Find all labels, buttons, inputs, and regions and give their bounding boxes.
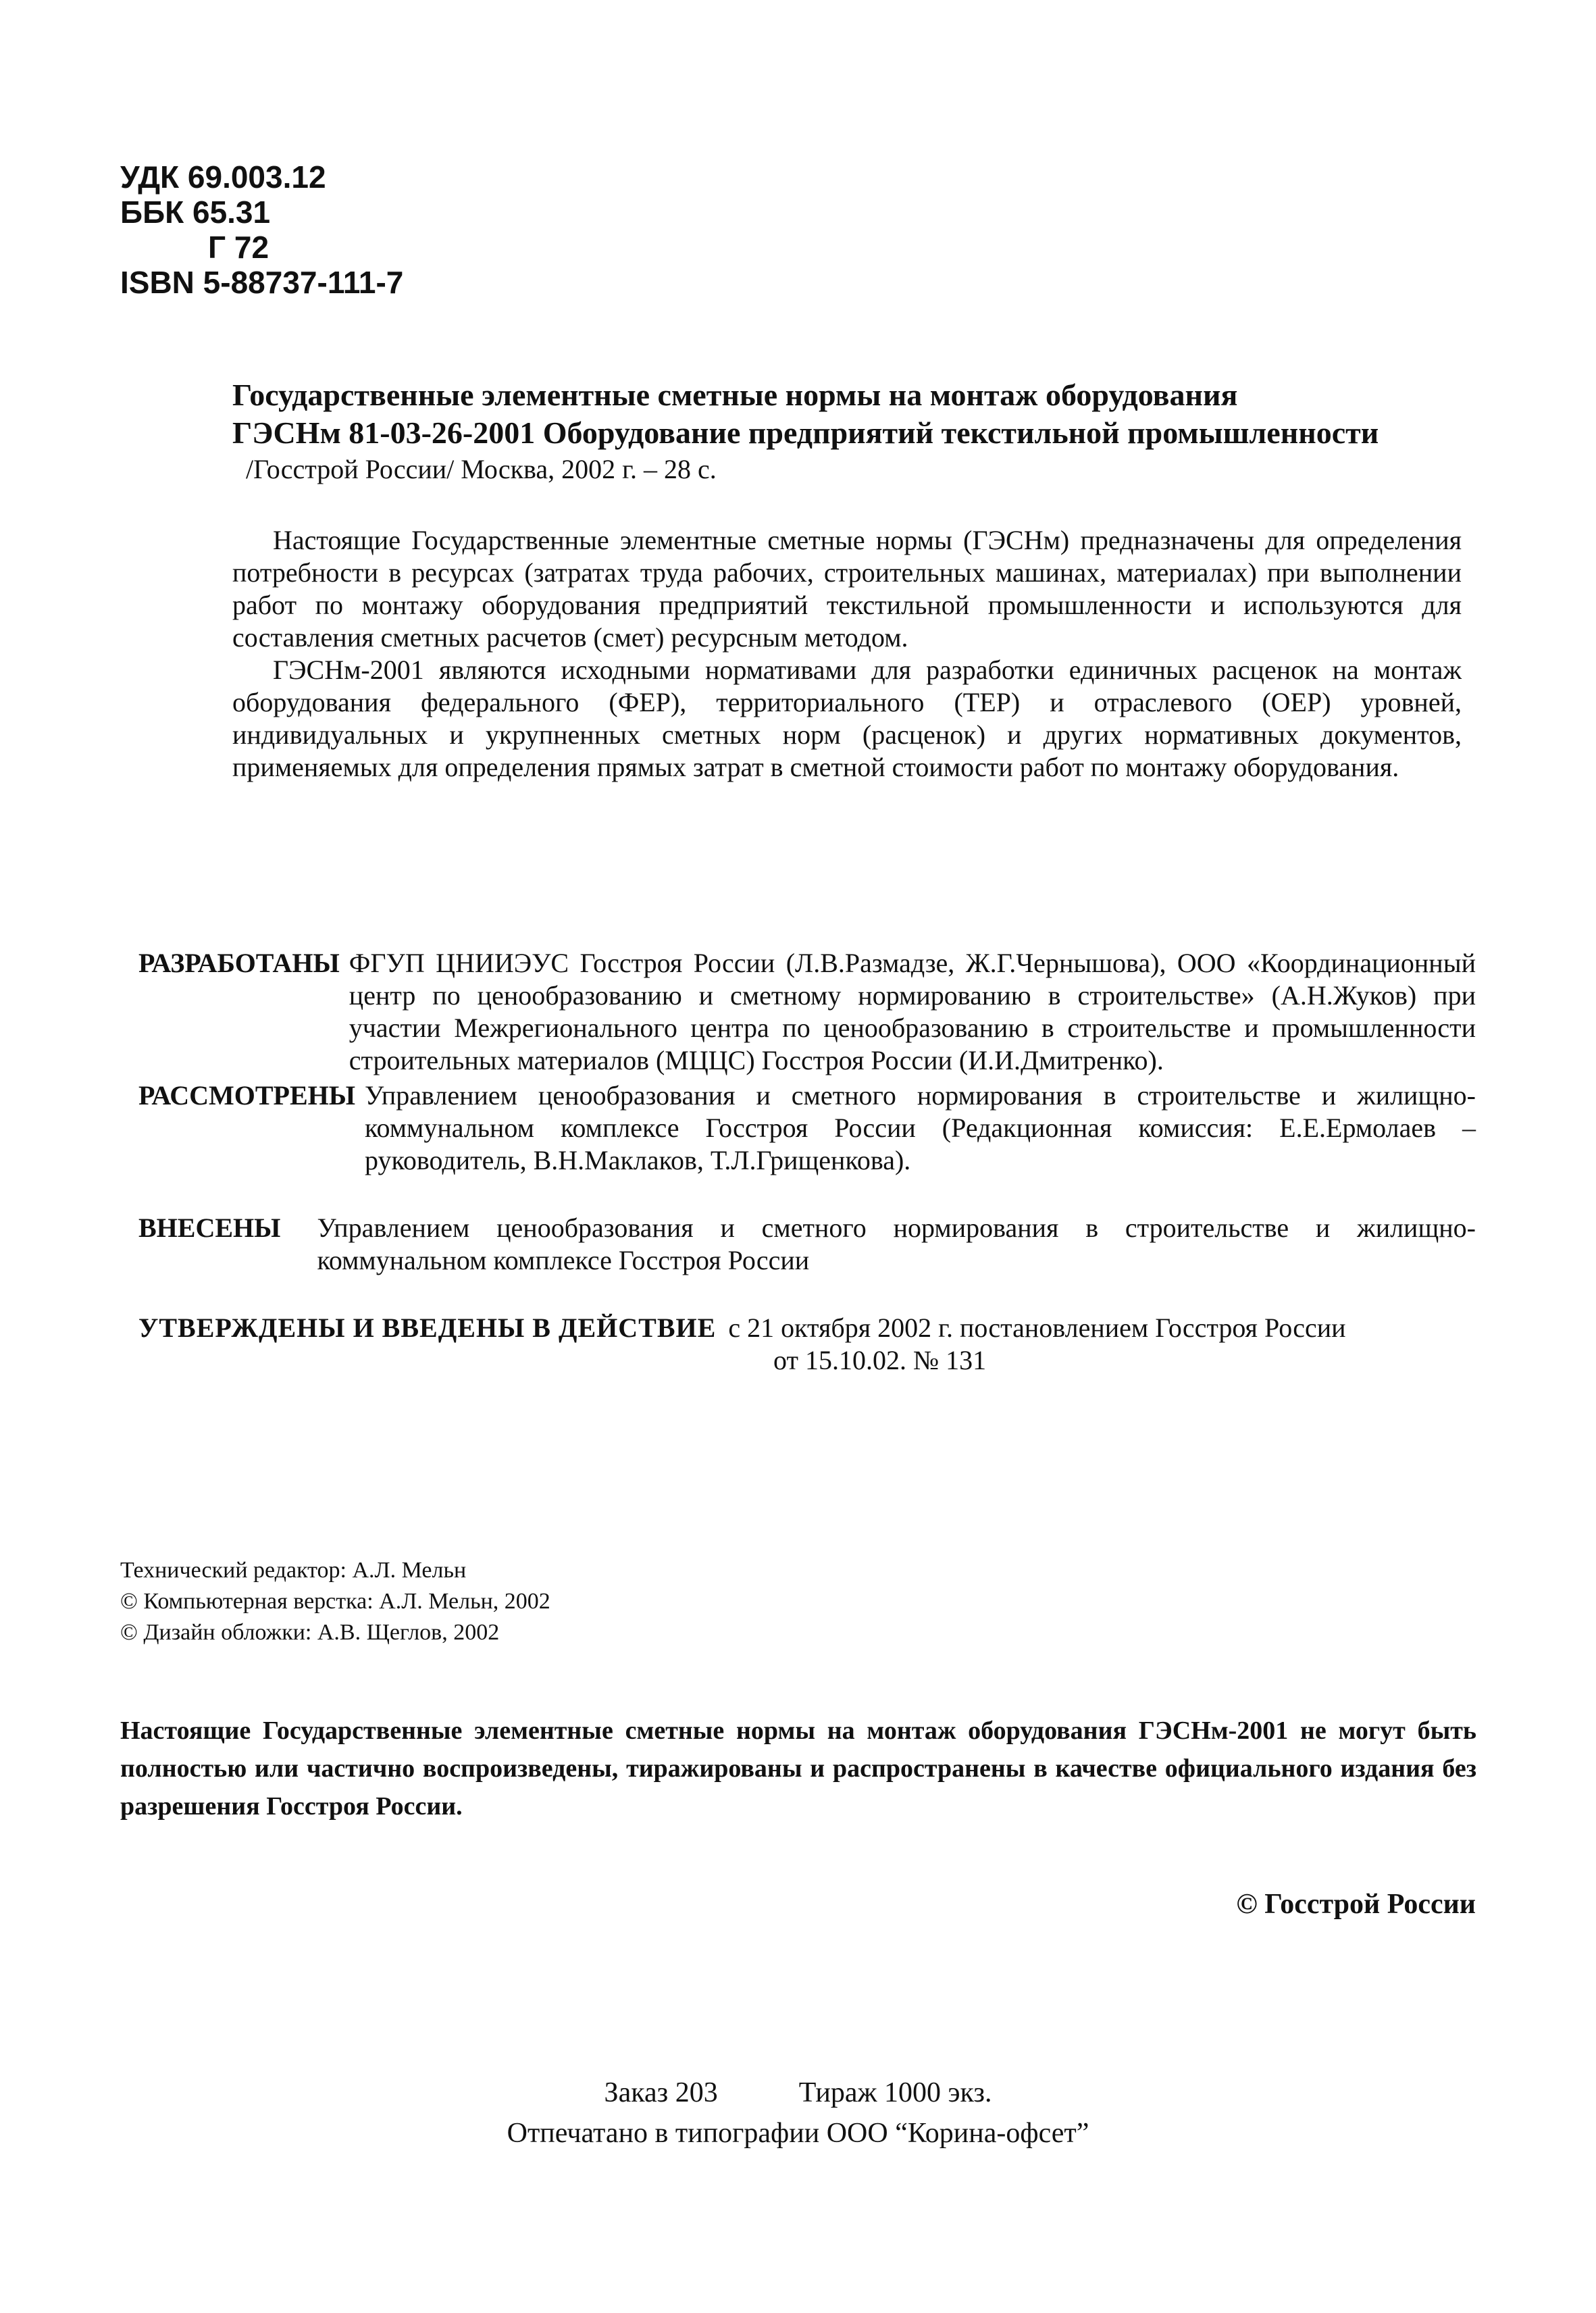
bbk-code: ББК 65.31 xyxy=(120,195,271,230)
layout-credit: © Компьютерная верстка: А.Л. Мельн, 2002 xyxy=(120,1589,550,1614)
cover-credit: © Дизайн обложки: А.В. Щеглов, 2002 xyxy=(120,1620,500,1645)
credit-text: от 15.10.02. № 131 xyxy=(773,1345,987,1375)
credit-label: РАЗРАБОТАНЫ xyxy=(138,948,340,978)
credit-approved xyxy=(138,1312,1476,1377)
order-number: Заказ 203 xyxy=(604,2077,718,2108)
credit-label: РАССМОТРЕНЫ xyxy=(138,1080,356,1111)
tech-editor: Технический редактор: А.Л. Мельн xyxy=(120,1558,467,1583)
udk-code: УДК 69.003.12 xyxy=(120,159,326,195)
credits-block xyxy=(138,947,1476,1377)
credit-text: с 21 октября 2002 г. постановлением Госстроя России xyxy=(728,1313,1346,1343)
credit-developed xyxy=(138,947,1476,1077)
credit-text: ФГУП ЦНИИЭУС Госстроя России (Л.В.Размадзе, Ж.Г.Чернышова), ООО «Координационный центр по ценообразованию и сметному нормированию в строительстве» (А.Н.Жуков) при участии Межрегионального центра по ценообразованию в строительстве и промышленности строительных материалов (МЦЦС) Госстроя России (И.И.Дмитренко). xyxy=(349,948,1476,1075)
author-mark: Г 72 xyxy=(208,230,269,265)
credit-text: Управлением ценообразования и сметного нормирования в строительстве и жилищно-коммунальном комплексе Госстроя России (Редакционная комиссия: Е.Е.Ермолаев – руководитель, В.Н.Маклаков, Т.Л.Грищенкова). xyxy=(365,1080,1476,1175)
catalog-block xyxy=(120,159,403,300)
abstract-paragraph: ГЭСНм-2001 являются исходными нормативами для разработки единичных расценок на монтаж оборудования федерального (ФЕР), территориального (ТЕР) и отраслевого (ОЕР) уровней, индивидуальных и укрупненных сметных норм (расценок) и других нормативных документов, применяемых для определения прямых затрат в сметной стоимости работ по монтажу оборудования. xyxy=(232,655,1462,782)
credit-text: Управлением ценообразования и сметного нормирования в строительстве и жилищно-коммунальном комплексе Госстроя России xyxy=(317,1213,1476,1275)
title-block xyxy=(232,376,1482,487)
credit-label: УТВЕРЖДЕНЫ И ВВЕДЕНЫ В ДЕЙСТВИЕ xyxy=(138,1313,717,1343)
print-info xyxy=(0,2073,1596,2154)
publisher-line: /Госстрой России/ Москва, 2002 г. – 28 с. xyxy=(246,454,717,484)
print-run: Тираж 1000 экз. xyxy=(798,2077,992,2108)
printer: Отпечатано в типографии ООО “Корина-офсет” xyxy=(507,2118,1089,2149)
credit-submitted xyxy=(138,1212,1476,1277)
abstract xyxy=(232,524,1462,784)
copyright-notice: Настоящие Государственные элементные сметные нормы на монтаж оборудования ГЭСНм-2001 не могут быть полностью или частично воспроизведены, тиражированы и распространены в качестве официального издания без разрешения Госстроя России. xyxy=(120,1717,1476,1821)
copyright-holder: © Госстрой России xyxy=(1236,1889,1476,1920)
isbn: ISBN 5-88737-111-7 xyxy=(120,265,404,300)
editors-block xyxy=(120,1555,550,1648)
credit-label: ВНЕСЕНЫ xyxy=(138,1213,281,1243)
document-title: Государственные элементные сметные нормы на монтаж оборудования xyxy=(232,378,1238,412)
credit-reviewed xyxy=(138,1079,1476,1177)
document-subtitle: ГЭСНм 81-03-26-2001 Оборудование предприятий текстильной промышленности xyxy=(232,415,1379,450)
abstract-paragraph: Настоящие Государственные элементные сметные нормы (ГЭСНм) предназначены для определения потребности в ресурсах (затратах труда рабочих, строительных машинах, материалах) при выполнении работ по монтажу оборудования предприятий текстильной промышленности и используются для составления сметных расчетов (смет) ресурсным методом. xyxy=(232,525,1462,653)
